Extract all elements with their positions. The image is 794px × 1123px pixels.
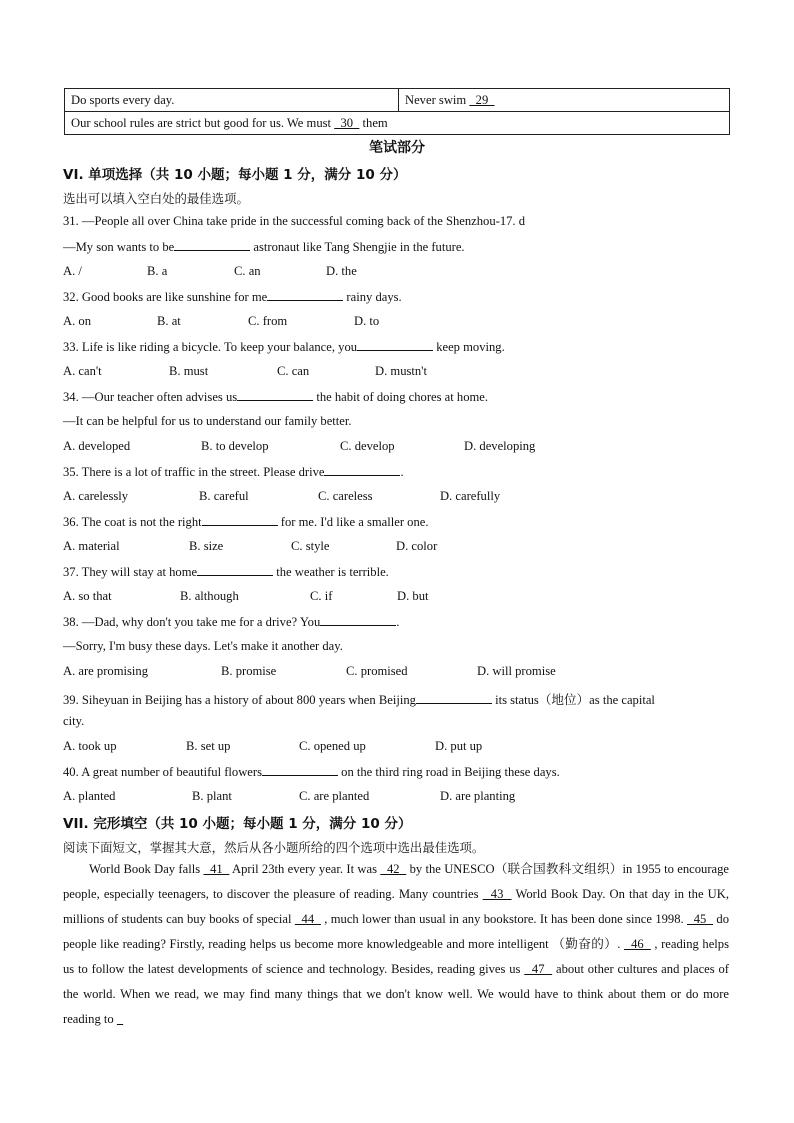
answer-blank [416,692,492,704]
part7-heading: VII. 完形填空（共 10 小题；每小题 1 分，满分 10 分） [63,816,412,832]
table-cell [65,89,399,112]
option-d: D. to [354,314,380,328]
option-b: B. careful [199,489,249,503]
option-b: B. to develop [201,439,269,453]
question-40-stem: 40. A great number of beautiful flowers on the third ring road in Beijing these days. [63,765,560,779]
option-a: A. can't [63,364,102,378]
answer-blank [202,514,278,526]
option-c: C. are planted [299,789,370,803]
option-d: D. but [397,589,429,603]
option-b: B. set up [186,739,231,753]
option-c: C. opened up [299,739,366,753]
option-c: C. from [248,314,288,328]
question-38-reply: —Sorry, I'm busy these days. Let's make it another day. [63,639,343,653]
school-rules-table [64,88,730,135]
rule-text: Our school rules are strict but good for us. We must [71,115,335,130]
option-a: A. / [63,264,82,278]
option-a: A. are promising [63,664,148,678]
option-d: D. color [396,539,438,553]
answer-blank-30: 30 [334,115,360,130]
question-35-stem: 35. There is a lot of traffic in the street. Please drive . [63,465,404,479]
part7-instruction: 阅读下面短文，掌握其大意，然后从各小题所给的四个选项中选出最佳选项。 [63,840,485,855]
answer-blank-47: 47 [524,962,553,976]
question-39-stem: 39. Siheyuan in Beijing has a history of about 800 years when Beijing its status（地位）as the capital [63,693,655,707]
option-b: B. must [169,364,209,378]
option-b: B. although [180,589,239,603]
question-34-reply: —It can be helpful for us to understand our family better. [63,414,352,428]
question-31-reply: —My son wants to be astronaut like Tang Shengjie in the future. [63,240,465,254]
option-b: B. size [189,539,224,553]
part6-instruction: 选出可以填入空白处的最佳选项。 [63,191,249,206]
answer-blank-45: 45 [687,912,714,926]
answer-blank-42: 42 [380,862,407,876]
option-a: A. material [63,539,120,553]
option-d: D. put up [435,739,483,753]
question-38-stem: 38. —Dad, why don't you take me for a drive? You . [63,615,400,629]
answer-blank [237,389,313,401]
rule-text: Do sports every day. [71,92,175,107]
option-b: B. at [157,314,181,328]
option-d: D. the [326,264,357,278]
section-title: 笔试部分 [369,140,425,156]
question-33-stem: 33. Life is like riding a bicycle. To keep your balance, you keep moving. [63,340,505,354]
option-b: B. a [147,264,168,278]
table-row [65,89,730,112]
question-37-stem: 37. They will stay at home the weather is terrible. [63,565,389,579]
table-cell [399,89,730,112]
option-c: C. an [234,264,261,278]
answer-blank-29: 29 [469,92,495,107]
option-c: C. can [277,364,310,378]
answer-blank [320,614,396,626]
option-c: C. develop [340,439,395,453]
option-c: C. promised [346,664,408,678]
rule-text: them [359,115,388,130]
answer-blank [267,289,343,301]
option-b: B. promise [221,664,277,678]
answer-blank [262,764,338,776]
option-a: A. on [63,314,91,328]
answer-blank [324,464,400,476]
option-d: D. will promise [477,664,556,678]
table-cell [65,112,730,135]
option-a: A. developed [63,439,131,453]
option-c: C. if [310,589,333,603]
answer-blank [174,239,250,251]
cloze-passage: World Book Day falls 41 April 23th every year. It was 42 by the UNESCO（联合国教科文组织）in 1955 to encourage people, especially teenagers, to discover the pleasure of reading. Many countries 43 World Book Day. On that day in the UK, millions of students can buy books of special 44 , much lower than usual in any bookstore. It has been done since 1998. 45 do people like reading? Firstly, reading helps us become more knowledgeable and more intelligent （勤奋的）. 46 , reading helps us to follow the latest developments of science and technology. Besides, reading gives us 47 about other cultures and places of the world. When we read, we may find many things that we don't know well. We would have to think about them or do more reading to [63,862,730,1026]
question-39-stem-cont: city. [63,714,85,728]
question-36-stem: 36. The coat is not the right for me. I'd like a smaller one. [63,515,429,529]
option-d: D. developing [464,439,536,453]
answer-blank-46: 46 [623,937,651,951]
question-32-stem: 32. Good books are like sunshine for me rainy days. [63,290,402,304]
answer-blank-44: 44 [294,912,321,926]
option-d: D. are planting [440,789,516,803]
part6-heading: VI. 单项选择（共 10 小题；每小题 1 分，满分 10 分） [63,167,407,183]
answer-blank [357,339,433,351]
table-row [65,112,730,135]
option-d: D. carefully [440,489,501,503]
option-c: C. careless [318,489,373,503]
option-a: A. so that [63,589,112,603]
question-34-stem: 34. —Our teacher often advises us the habit of doing chores at home. [63,390,489,404]
option-a: A. carelessly [63,489,129,503]
answer-blank-43: 43 [482,887,512,901]
option-b: B. plant [192,789,232,803]
answer-blank-41: 41 [203,862,230,876]
option-a: A. planted [63,789,116,803]
option-c: C. style [291,539,330,553]
question-31-stem: 31. —People all over China take pride in the successful coming back of the Shenzhou-17. d [63,214,526,228]
answer-blank [197,564,273,576]
option-a: A. took up [63,739,117,753]
option-d: D. mustn't [375,364,427,378]
answer-blank-48 [117,1012,123,1026]
rule-text: Never swim [405,92,470,107]
